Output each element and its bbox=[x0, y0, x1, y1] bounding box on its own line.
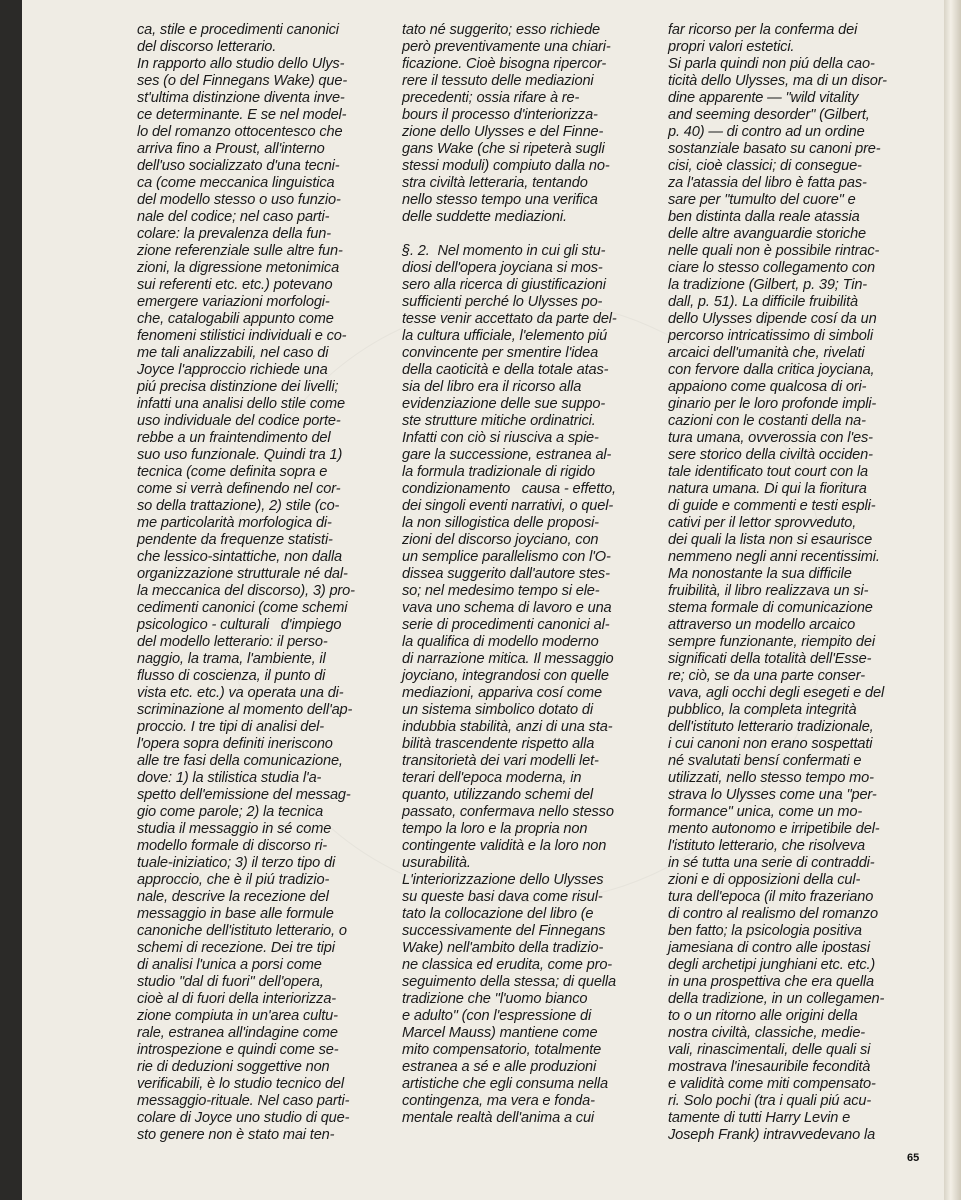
page-edge bbox=[944, 0, 961, 1200]
text-column-middle: tato né suggerito; esso richiede però preventivamente una chiari- ficazione. Cioè bisogna ripercor- rere il tessuto delle mediazioni precedenti; ossia rifare à re- bours il processo d'interiorizza- zione dello Ulysses e del Finne- gans Wake (che si ripeterà sugli stessi moduli) compiuto dalla no- stra civiltà letteraria, tentando nello stesso tempo una verifica delle suddette mediazioni. §. 2. Nel momento in cui gli stu- diosi dell'opera joyciana si mos- sero alla ricerca di giustificazioni sufficienti perché lo Ulysses po- tesse venir accettato da parte del- la cultura ufficiale, l'elemento piú convincente per smentire l'idea della caoticità e della totale atas- sia del libro era il ricorso alla evidenziazione delle sue suppo- ste strutture mitiche ordinatrici. Infatti con ciò si riusciva a spie- gare la successione, estranea al- la formula tradizionale di rigido condizionamento causa - effetto, dei singoli eventi narrativi, o quel- la non sillogistica delle proposi- zioni del discorso joyciano, con un semplice parallelismo con l'O- dissea suggerito dall'autore stes- so; nel medesimo tempo si ele- vava uno schema di lavoro e una serie di procedimenti canonici al- la qualifica di modello moderno di narrazione mitica. Il messaggio joyciano, integrandosi con quelle mediazioni, appariva cosí come un sistema simbolico dotato di indubbia stabilità, anzi di una sta- bilità trascendente rispetto alla transitorietà dei vari modelli let- terari dell'epoca moderna, in quanto, utilizzando schemi del passato, confermava nello stesso tempo la loro e la propria non contingente validità e la loro non usurabilità. L'interiorizzazione dello Ulysses su queste basi dava come risul- tato la collocazione del libro (e successivamente del Finnegans Wake) nell'ambito della tradizio- ne classica ed erudita, come pro- seguimento della stessa; di quella tradizione che "l'uomo bianco e adulto" (con l'espressione di Marcel Mauss) mantiene come mito compensatorio, totalmente estranea a sé e alle produzioni artistiche che egli consuma nella contingenza, ma vera e fonda- mentale realtà dell'anima a cui bbox=[402, 22, 617, 1126]
text-column-right: far ricorso per la conferma dei propri valori estetici. Si parla quindi non piú della cao- ticità dello Ulysses, ma di un disor- dine apparente — "wild vitality and seeming desorder" (Gilbert, p. 40) — di contro ad un ordine sostanziale basato su canoni pre- cisi, cioè classici; di consegue- za l'atassia del libro è fatta pas- sare per "tumulto del cuore" e ben distinta dalla reale atassia delle altre avanguardie storiche nelle quali non è possibile rintrac- ciare lo stesso collegamento con la tradizione (Gilbert, p. 39; Tin- dall, p. 51). La difficile fruibilità dello Ulysses dipende cosí da un percorso intricatissimo di simboli arcaici dell'umanità che, rivelati con fervore dalla critica joyciana, appaiono come qualcosa di ori- ginario per le loro profonde impli- cazioni con le costanti della na- tura umana, ovverossia con l'es- sere storico della civiltà occiden- tale identificato tout court con la natura umana. Di qui la fioritura di guide e commenti e testi espli- cativi per il lettor sprovveduto, dei quali la lista non si esaurisce nemmeno negli anni recentissimi. Ma nonostante la sua difficile fruibilità, il libro realizzava un si- stema formale di comunicazione attraverso un modello arcaico sempre funzionante, riempito dei significati della totalità dell'Esse- re; ciò, se da una parte conser- vava, agli occhi degli esegeti e del pubblico, la completa integrità dell'istituto letterario tradizionale, i cui canoni non erano sospettati né svalutati bensí confermati e utilizzati, nello stesso tempo mo- strava lo Ulysses come una "per- formance" unica, come un mo- mento autonomo e irripetibile del- l'istituto letterario, che risolveva in sé tutta una serie di contraddi- zioni e di opposizioni della cul- tura dell'epoca (il mito frazeriano di contro al realismo del romanzo ben fatto; la psicologia positiva jamesiana di contro alle ipostasi degli archetipi junghiani etc. etc.) in una prospettiva che era quella della tradizione, in un collegamen- to o un ritorno alle origini della nostra civiltà, classiche, medie- vali, rinascimentali, delle quali si mostrava l'inesauribile fecondità e validità come miti compensato- ri. Solo pochi (tra i quali piú acu- tamente di tutti Harry Levin e Joseph Frank) intravvedevano la bbox=[668, 22, 887, 1143]
text-column-left: ca, stile e procedimenti canonici del discorso letterario. In rapporto allo studio dello Ulys- ses (o del Finnegans Wake) que- st'ultima distinzione diventa inve- ce determinante. E se nel model- lo del romanzo ottocentesco che arriva fino a Proust, all'interno dell'uso socializzato d'una tecni- ca (come meccanica linguistica del modello stesso o uso funzio- nale del codice; nel caso parti- colare: la prevalenza della fun- zione referenziale sulle altre fun- zioni, la digressione metonimica sui referenti etc. etc.) potevano emergere variazioni morfologi- che, catalogabili appunto come fenomeni stilistici individuali e co- me tali analizzabili, nel caso di Joyce l'approccio richiede una piú precisa distinzione dei livelli; infatti una analisi dello stile come uso individuale del codice porte- rebbe a un fraintendimento del suo uso funzionale. Quindi tra 1) tecnica (come definita sopra e come si verrà definendo nel cor- so della trattazione), 2) stile (co- me particolarità morfologica di- pendente da frequenze statisti- che lessico-sintattiche, non dalla organizzazione strutturale né dal- la meccanica del discorso), 3) pro- cedimenti canonici (come schemi psicologico - culturali d'impiego del modello letterario: il perso- naggio, la trama, l'ambiente, il flusso di coscienza, il punto di vista etc. etc.) va operata una di- scriminazione al momento dell'ap- proccio. I tre tipi di analisi del- l'opera sopra definiti ineriscono alle tre fasi della comunicazione, dove: 1) la stilistica studia l'a- spetto dell'emissione del messag- gio come parole; 2) la tecnica studia il messaggio in sé come modello formale di discorso ri- tuale-iniziatico; 3) il terzo tipo di approccio, che è il piú tradizio- nale, descrive la recezione del messaggio in base alle formule canoniche dell'istituto letterario, o schemi di recezione. Dei tre tipi di analisi l'unica a porsi come studio "dal di fuori" dell'opera, cioè al di fuori della interiorizza- zione compiuta in un'area cultu- rale, estranea all'indagine come introspezione e quindi come se- rie di deduzioni soggettive non verificabili, è lo studio tecnico del messaggio-rituale. Nel caso parti- colare di Joyce uno studio di que- sto genere non è stato mai ten- bbox=[137, 22, 355, 1143]
page-number: 65 bbox=[907, 1152, 920, 1164]
book-page bbox=[22, 0, 944, 1200]
